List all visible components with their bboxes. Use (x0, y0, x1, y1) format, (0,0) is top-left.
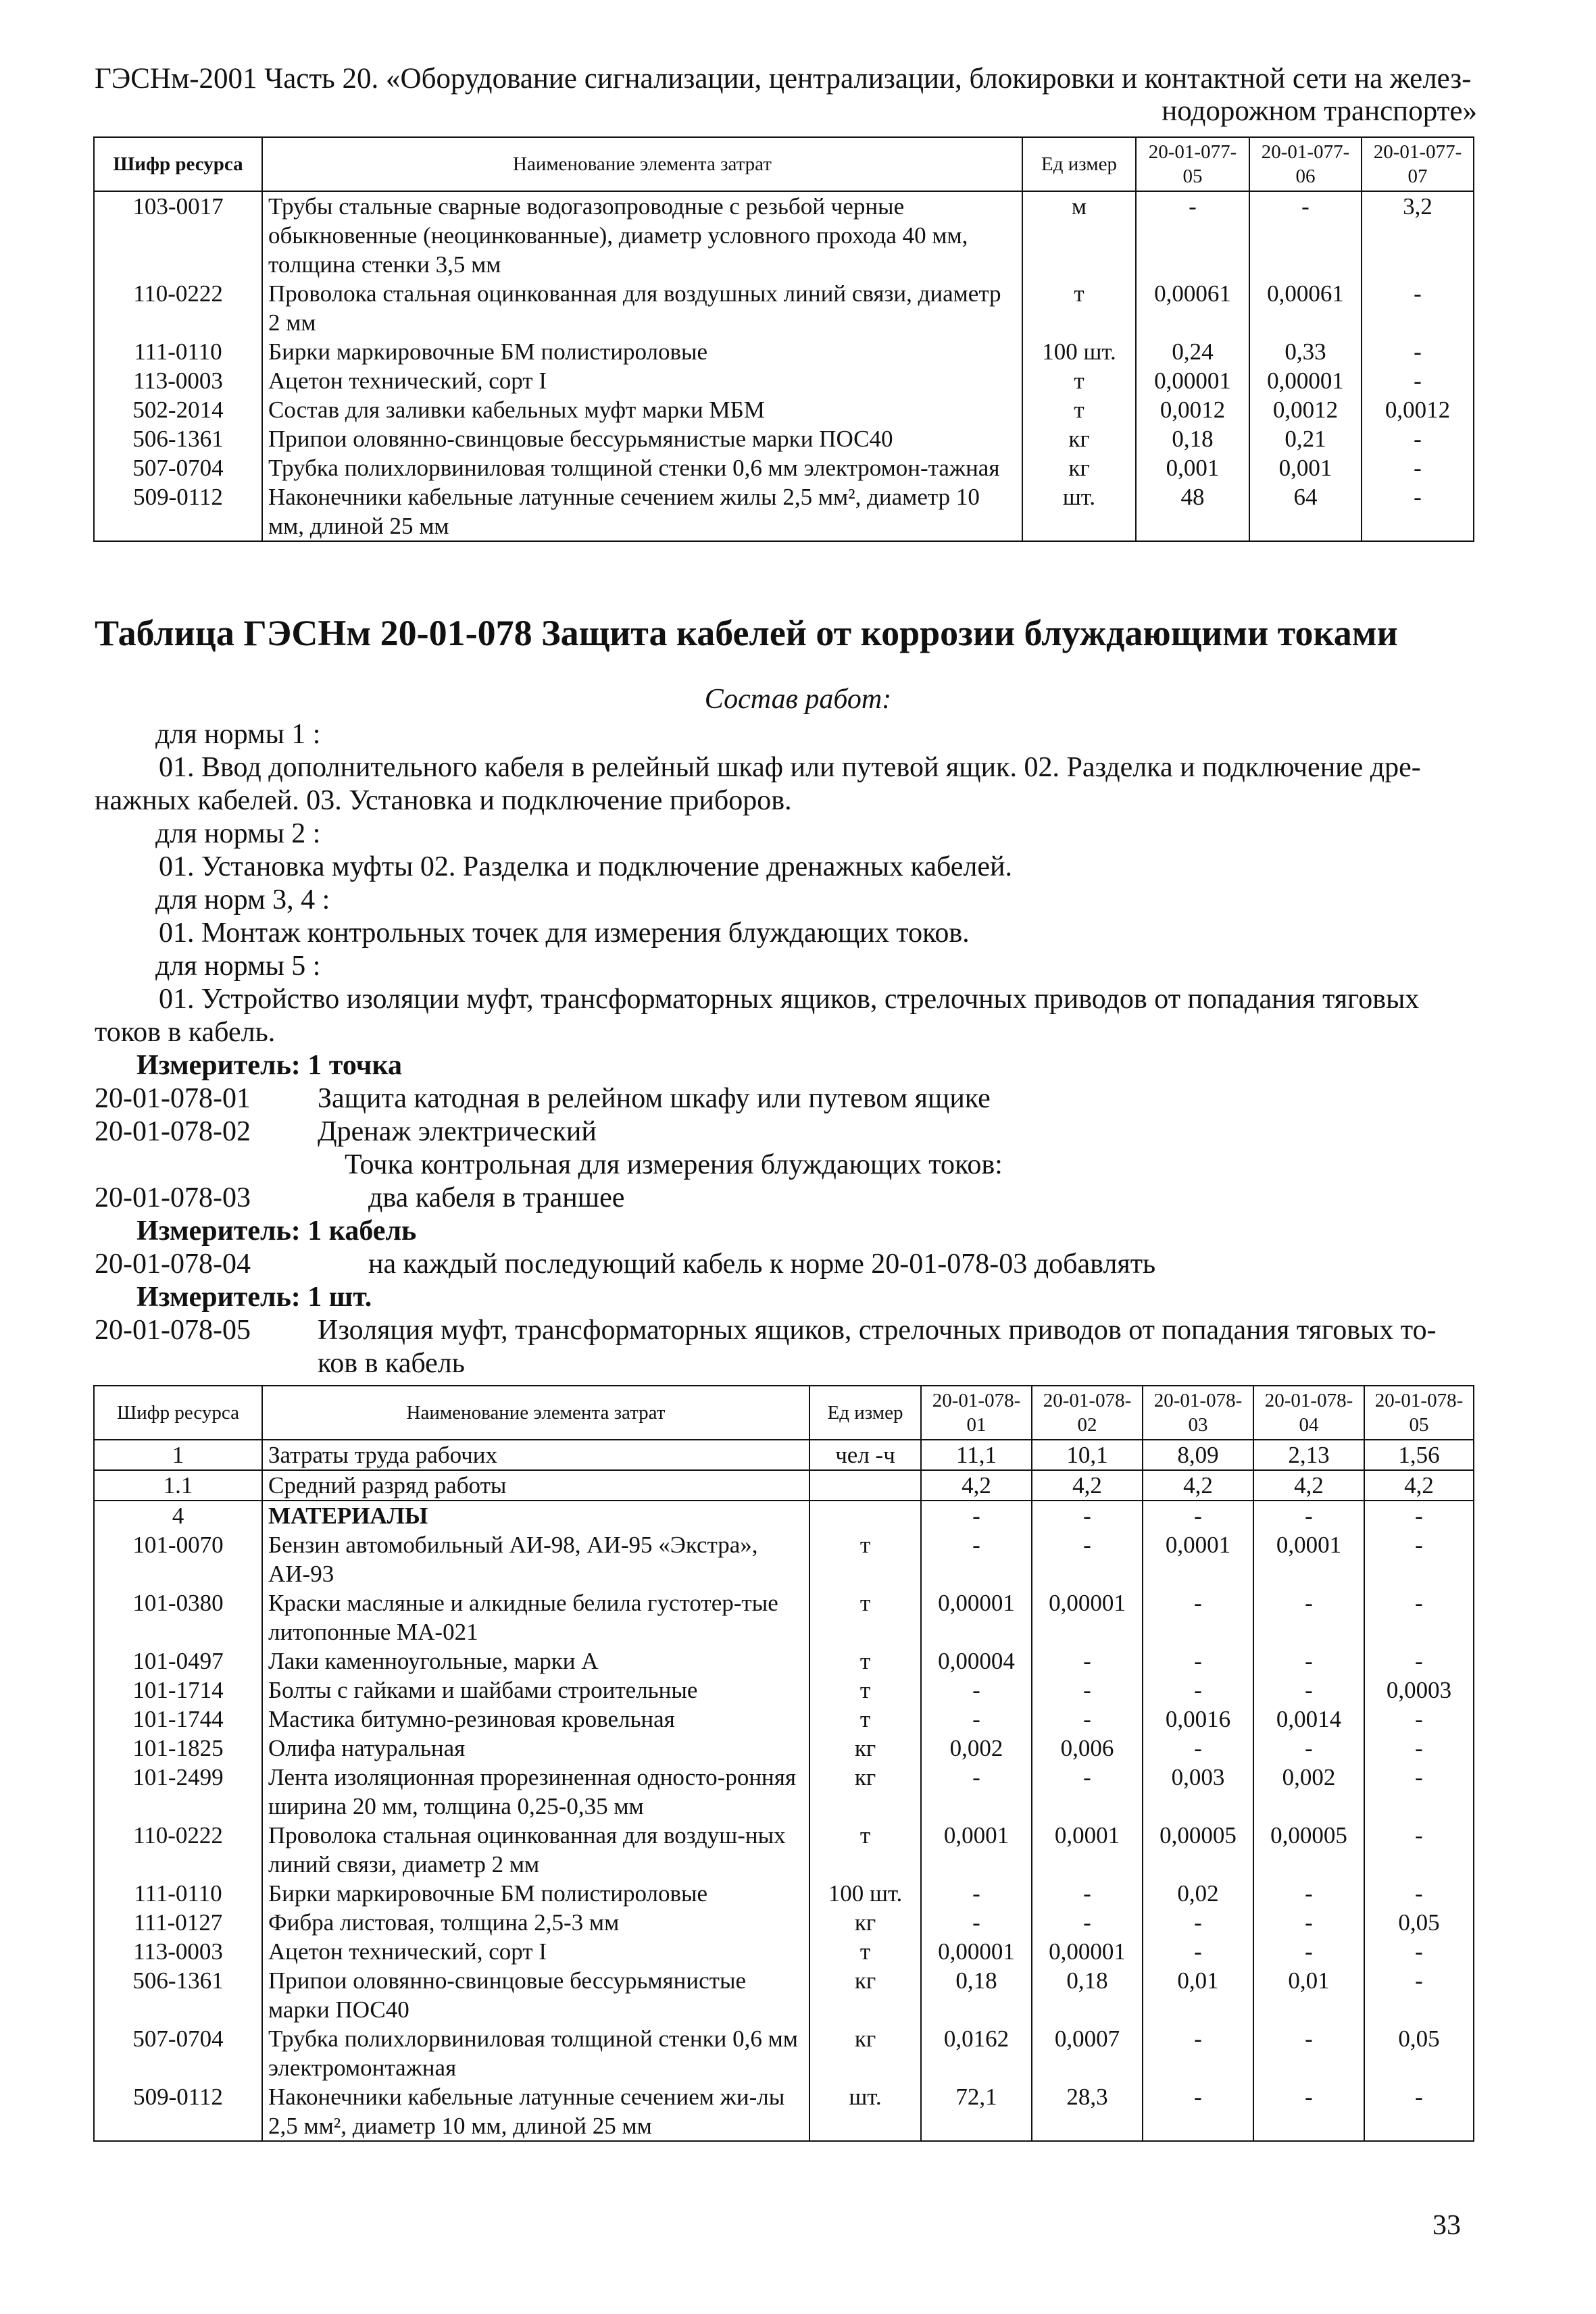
resource-name: Трубка полихлорвиниловая толщиной стенки 0,6 мм электромонтажная (262, 2024, 809, 2082)
norm-value: 48 (1136, 482, 1249, 541)
resource-name: Затраты труда рабочих (262, 1440, 809, 1470)
table-row (94, 1588, 1474, 1646)
resource-name: Проволока стальная оцинкованная для воздуш-ных линий связи, диаметр 2 мм (262, 1821, 809, 1879)
norm-value: 0,21 (1249, 424, 1362, 453)
norm-value: - (1253, 1501, 1364, 1530)
resource-unit: кг (809, 1763, 921, 1821)
resource-unit: 100 шт. (809, 1879, 921, 1908)
norm-value: 0,00061 (1249, 279, 1362, 337)
table-row (94, 453, 1474, 482)
norm-value: - (1364, 1937, 1474, 1966)
norm-value: - (1362, 366, 1474, 395)
resource-name: Трубы стальные сварные водогазопроводные с резьбой черные обыкновенные (неоцинкованные), диаметр условного прохода 40 мм, толщина стенки 3,5 мм (262, 191, 1022, 279)
table-078 (93, 1385, 1474, 2142)
resource-name: Наконечники кабельные латунные сечением жи-лы 2,5 мм², диаметр 10 мм, длиной 25 мм (262, 2082, 809, 2141)
norm-value: 11,1 (921, 1440, 1032, 1470)
resource-code: 502-2014 (94, 395, 262, 424)
norm-value: 72,1 (921, 2082, 1032, 2141)
norm-value: - (1143, 1676, 1253, 1705)
resource-unit: т (809, 1588, 921, 1646)
resource-code: 507-0704 (94, 2024, 262, 2082)
table-row (94, 424, 1474, 453)
norm-value: - (1143, 1501, 1253, 1530)
table-row (94, 1937, 1474, 1966)
resource-name: Мастика битумно-резиновая кровельная (262, 1705, 809, 1734)
norm-value: 0,00061 (1136, 279, 1249, 337)
norm-value: - (1143, 1588, 1253, 1646)
resource-unit: кг (809, 1966, 921, 2024)
resource-unit: т (1022, 279, 1136, 337)
resource-code: 101-2499 (94, 1763, 262, 1821)
norm-value: - (1249, 191, 1362, 279)
norm-value: - (1032, 1908, 1143, 1937)
resource-name: Ацетон технический, сорт I (262, 366, 1022, 395)
resource-name: Краски масляные и алкидные белила густотер-тые литопонные МА-021 (262, 1588, 809, 1646)
table-row (94, 1879, 1474, 1908)
norm-value: 0,00004 (921, 1646, 1032, 1676)
resource-name: Фибра листовая, толщина 2,5-3 мм (262, 1908, 809, 1937)
norm-value: 0,0012 (1136, 395, 1249, 424)
table-row (94, 1908, 1474, 1937)
resource-name: Припои оловянно-свинцовые бессурьмянистые марки ПОС40 (262, 1966, 809, 2024)
meter-label: Измеритель: 1 кабель (136, 1215, 417, 1247)
norm-value: 0,00001 (1032, 1588, 1143, 1646)
norm-value: 4,2 (1364, 1470, 1474, 1501)
col-header-name: Наименование элемента затрат (262, 137, 1022, 191)
norm-value: - (1032, 1646, 1143, 1676)
resource-name: МАТЕРИАЛЫ (262, 1501, 809, 1530)
resource-code: 4 (94, 1501, 262, 1530)
norm-value: 0,18 (1032, 1966, 1143, 2024)
resource-code: 1.1 (94, 1470, 262, 1501)
norm-value: - (1364, 1966, 1474, 2024)
col-header-code: Шифр ресурса (94, 137, 262, 191)
norm-description: на каждый последующий кабель к норме 20-01-078-03 добавлять (368, 1249, 1156, 1280)
table-row (94, 366, 1474, 395)
norm-value: - (921, 1763, 1032, 1821)
norm-value: 0,01 (1253, 1966, 1364, 2024)
norm-value: 0,24 (1136, 337, 1249, 366)
resource-name: Олифа натуральная (262, 1734, 809, 1763)
norm-value: - (1364, 1501, 1474, 1530)
norm-label: для нормы 1 : (155, 719, 321, 750)
norm-value: - (1362, 453, 1474, 482)
norm-value: 0,0162 (921, 2024, 1032, 2082)
norm-value: 4,2 (1143, 1470, 1253, 1501)
norm-value: 0,0001 (1143, 1530, 1253, 1588)
table-row (94, 1501, 1474, 1530)
norm-value: 64 (1249, 482, 1362, 541)
norm-value: - (921, 1879, 1032, 1908)
table-row (94, 1734, 1474, 1763)
norm-value: 0,00005 (1253, 1821, 1364, 1879)
norm-value: - (1253, 1588, 1364, 1646)
resource-unit: чел -ч (809, 1440, 921, 1470)
resource-code: 101-1744 (94, 1705, 262, 1734)
resource-code: 101-1714 (94, 1676, 262, 1705)
norm-value: - (1362, 424, 1474, 453)
works-list (95, 718, 1473, 1380)
norm-value: 0,003 (1143, 1763, 1253, 1821)
resource-name: Бензин автомобильный АИ-98, АИ-95 «Экстра», АИ-93 (262, 1530, 809, 1588)
resource-unit (809, 1501, 921, 1530)
norm-label: для нормы 2 : (155, 818, 321, 849)
meter-label: Измеритель: 1 шт. (136, 1282, 372, 1313)
col-header-norm: 20-01-078-05 (1364, 1386, 1474, 1440)
resource-unit: т (1022, 395, 1136, 424)
norm-value: 0,002 (921, 1734, 1032, 1763)
norm-code: 20-01-078-05 (95, 1315, 251, 1346)
norm-code: 20-01-078-01 (95, 1083, 251, 1114)
resource-code: 103-0017 (94, 191, 262, 279)
table-title: Таблица ГЭСНм 20-01-078 Защита кабелей от коррозии блуждающими токами (95, 613, 1398, 653)
resource-unit: м (1022, 191, 1136, 279)
resource-unit: т (809, 1937, 921, 1966)
table-row (94, 1470, 1474, 1501)
norm-text: 01. Установка муфты 02. Разделка и подключение дренажных кабелей. (159, 851, 1012, 882)
norm-value: 0,0003 (1364, 1676, 1474, 1705)
norm-value: - (1253, 1879, 1364, 1908)
table-row (94, 2082, 1474, 2141)
norm-value: 0,00001 (1032, 1937, 1143, 1966)
col-header-code: Шифр ресурса (94, 1386, 262, 1440)
norm-value: 10,1 (1032, 1440, 1143, 1470)
resource-unit: шт. (1022, 482, 1136, 541)
resource-code: 110-0222 (94, 1821, 262, 1879)
norm-value: 0,0012 (1249, 395, 1362, 424)
norm-value: 0,0007 (1032, 2024, 1143, 2082)
table-row (94, 1646, 1474, 1676)
norm-value: - (921, 1705, 1032, 1734)
norm-value: 0,002 (1253, 1763, 1364, 1821)
norm-value: - (1362, 279, 1474, 337)
table-row (94, 1966, 1474, 2024)
resource-code: 101-0497 (94, 1646, 262, 1676)
norm-value: - (1136, 191, 1249, 279)
norm-value: 2,13 (1253, 1440, 1364, 1470)
norm-value: 28,3 (1032, 2082, 1143, 2141)
resource-name: Бирки маркировочные БМ полистироловые (262, 1879, 809, 1908)
resource-code: 110-0222 (94, 279, 262, 337)
norm-value: 0,33 (1249, 337, 1362, 366)
norm-value: 4,2 (921, 1470, 1032, 1501)
col-header-norm: 20-01-078-02 (1032, 1386, 1143, 1440)
norm-value: 0,00001 (1249, 366, 1362, 395)
norm-value: 4,2 (1253, 1470, 1364, 1501)
resource-name: Болты с гайками и шайбами строительные (262, 1676, 809, 1705)
norm-value: 0,18 (1136, 424, 1249, 453)
col-header-norm: 20-01-078-01 (921, 1386, 1032, 1440)
norm-label: для норм 3, 4 : (155, 884, 330, 915)
col-header-norm: 20-01-077-07 (1362, 137, 1474, 191)
norm-value: - (921, 1530, 1032, 1588)
norm-value: - (1362, 337, 1474, 366)
norm-value: 8,09 (1143, 1440, 1253, 1470)
norm-value: - (1143, 1734, 1253, 1763)
resource-name: Трубка полихлорвиниловая толщиной стенки 0,6 мм электромон-тажная (262, 453, 1022, 482)
table-row (94, 279, 1474, 337)
table-row (94, 1705, 1474, 1734)
norm-value: - (1364, 1646, 1474, 1676)
resource-code: 507-0704 (94, 453, 262, 482)
table-row (94, 1676, 1474, 1705)
norm-value: - (921, 1676, 1032, 1705)
resource-unit: 100 шт. (1022, 337, 1136, 366)
norm-description: Дренаж электрический (318, 1116, 597, 1147)
col-header-norm: 20-01-078-03 (1143, 1386, 1253, 1440)
col-header-norm: 20-01-078-04 (1253, 1386, 1364, 1440)
resource-name: Состав для заливки кабельных муфт марки МБМ (262, 395, 1022, 424)
norm-value: 0,00001 (921, 1937, 1032, 1966)
resource-name: Лаки каменноугольные, марки А (262, 1646, 809, 1676)
table-row (94, 337, 1474, 366)
table-077 (93, 136, 1474, 542)
norm-value: - (1032, 1763, 1143, 1821)
resource-code: 111-0110 (94, 1879, 262, 1908)
resource-code: 111-0110 (94, 337, 262, 366)
norm-value: - (1032, 1879, 1143, 1908)
resource-name: Проволока стальная оцинкованная для воздушных линий связи, диаметр 2 мм (262, 279, 1022, 337)
resource-unit: т (1022, 366, 1136, 395)
resource-code: 111-0127 (94, 1908, 262, 1937)
resource-unit: кг (1022, 453, 1136, 482)
col-header-unit: Ед измер (1022, 137, 1136, 191)
table-row (94, 2024, 1474, 2082)
norm-value: 0,0001 (921, 1821, 1032, 1879)
resource-unit: т (809, 1646, 921, 1676)
norm-value: - (1364, 1879, 1474, 1908)
norm-value: - (1253, 2082, 1364, 2141)
norm-value: - (1032, 1676, 1143, 1705)
norm-value: 0,00001 (921, 1588, 1032, 1646)
norm-value: 0,18 (921, 1966, 1032, 2024)
resource-code: 509-0112 (94, 2082, 262, 2141)
norm-value: 0,02 (1143, 1879, 1253, 1908)
norm-value: - (1253, 1646, 1364, 1676)
norm-value: - (1032, 1530, 1143, 1588)
norm-value: 1,56 (1364, 1440, 1474, 1470)
norm-value: 3,2 (1362, 191, 1474, 279)
table-row (94, 1763, 1474, 1821)
resource-name: Средний разряд работы (262, 1470, 809, 1501)
norm-value: - (1032, 1501, 1143, 1530)
resource-code: 1 (94, 1440, 262, 1470)
table-row (94, 482, 1474, 541)
norm-value: 0,0016 (1143, 1705, 1253, 1734)
resource-code: 509-0112 (94, 482, 262, 541)
resource-code: 506-1361 (94, 424, 262, 453)
norm-text: 01. Устройство изоляции муфт, трансформаторных ящиков, стрелочных приводов от попадания тяговых токов в кабель. (95, 984, 1420, 1048)
table-row (94, 1440, 1474, 1470)
norm-value: - (1364, 1734, 1474, 1763)
norm-value: 0,00001 (1136, 366, 1249, 395)
norm-value: - (921, 1908, 1032, 1937)
resource-code: 506-1361 (94, 1966, 262, 2024)
table-row (94, 395, 1474, 424)
resource-code: 101-1825 (94, 1734, 262, 1763)
norm-value: 0,001 (1136, 453, 1249, 482)
norm-description: Защита катодная в релейном шкафу или путевом ящике (318, 1083, 991, 1114)
norm-value: 0,0014 (1253, 1705, 1364, 1734)
table-row (94, 191, 1474, 279)
col-header-name: Наименование элемента затрат (262, 1386, 809, 1440)
resource-name: Припои оловянно-свинцовые бессурьмянистые марки ПОС40 (262, 424, 1022, 453)
norm-value: - (1143, 2082, 1253, 2141)
norm-code: 20-01-078-04 (95, 1249, 251, 1280)
resource-unit (809, 1470, 921, 1501)
works-subtitle: Состав работ: (704, 684, 892, 715)
norm-value: - (1362, 482, 1474, 541)
col-header-unit: Ед измер (809, 1386, 921, 1440)
table-row (94, 1530, 1474, 1588)
norm-value: 0,0001 (1253, 1530, 1364, 1588)
running-header: ГЭСНм-2001 Часть 20. «Оборудование сигнализации, централизации, блокировки и контактной сети на желез- (95, 63, 1472, 95)
norm-value: 0,0012 (1362, 395, 1474, 424)
norm-value: 0,05 (1364, 2024, 1474, 2082)
resource-unit: т (809, 1676, 921, 1705)
resource-unit: кг (809, 1734, 921, 1763)
norm-value: - (1253, 2024, 1364, 2082)
norm-value: - (1253, 1676, 1364, 1705)
resource-unit: кг (809, 2024, 921, 2082)
resource-unit: т (809, 1821, 921, 1879)
norm-value: - (1143, 2024, 1253, 2082)
resource-name: Ацетон технический, сорт I (262, 1937, 809, 1966)
norm-value: - (1143, 1908, 1253, 1937)
norm-value: - (1364, 1763, 1474, 1821)
page-number: 33 (1432, 2210, 1461, 2241)
norm-value: - (1253, 1734, 1364, 1763)
resource-name: Лента изоляционная прорезиненная односто-ронняя ширина 20 мм, толщина 0,25-0,35 мм (262, 1763, 809, 1821)
norm-label: для нормы 5 : (155, 951, 321, 982)
norm-value: - (1364, 1821, 1474, 1879)
norm-value: - (1143, 1646, 1253, 1676)
running-header-cont: нодорожном транспорте» (1162, 95, 1477, 127)
norm-group-label: Точка контрольная для измерения блуждающих токов: (345, 1149, 1003, 1180)
norm-text: 01. Ввод дополнительного кабеля в релейный шкаф или путевой ящик. 02. Разделка и подключение дре-нажных кабелей. 03. Установка и подключение приборов. (95, 752, 1421, 816)
norm-code: 20-01-078-02 (95, 1116, 251, 1147)
norm-value: - (921, 1501, 1032, 1530)
meter-label: Измеритель: 1 точка (136, 1050, 403, 1081)
norm-value: 0,006 (1032, 1734, 1143, 1763)
norm-value: - (1364, 2082, 1474, 2141)
norm-value: 0,01 (1143, 1966, 1253, 2024)
resource-unit: шт. (809, 2082, 921, 2141)
norm-description: Изоляция муфт, трансформаторных ящиков, стрелочных приводов от попадания тяговых то-ков в кабель (318, 1315, 1437, 1379)
resource-name: Бирки маркировочные БМ полистироловые (262, 337, 1022, 366)
resource-code: 101-0380 (94, 1588, 262, 1646)
resource-unit: кг (809, 1908, 921, 1937)
col-header-norm: 20-01-077-06 (1249, 137, 1362, 191)
norm-description: два кабеля в траншее (368, 1182, 625, 1213)
resource-code: 113-0003 (94, 1937, 262, 1966)
norm-value: 0,05 (1364, 1908, 1474, 1937)
norm-value: - (1032, 1705, 1143, 1734)
norm-text: 01. Монтаж контрольных точек для измерения блуждающих токов. (159, 917, 970, 949)
norm-value: 0,0001 (1032, 1821, 1143, 1879)
resource-unit: кг (1022, 424, 1136, 453)
resource-code: 113-0003 (94, 366, 262, 395)
resource-unit: т (809, 1705, 921, 1734)
norm-value: - (1253, 1908, 1364, 1937)
norm-value: - (1364, 1530, 1474, 1588)
resource-unit: т (809, 1530, 921, 1588)
resource-name: Наконечники кабельные латунные сечением жилы 2,5 мм², диаметр 10 мм, длиной 25 мм (262, 482, 1022, 541)
norm-value: - (1364, 1705, 1474, 1734)
col-header-norm: 20-01-077-05 (1136, 137, 1249, 191)
table-row (94, 1821, 1474, 1879)
norm-value: - (1364, 1588, 1474, 1646)
norm-value: - (1253, 1937, 1364, 1966)
norm-value: - (1143, 1937, 1253, 1966)
norm-value: 0,001 (1249, 453, 1362, 482)
norm-value: 4,2 (1032, 1470, 1143, 1501)
norm-value: 0,00005 (1143, 1821, 1253, 1879)
resource-code: 101-0070 (94, 1530, 262, 1588)
norm-code: 20-01-078-03 (95, 1182, 251, 1213)
